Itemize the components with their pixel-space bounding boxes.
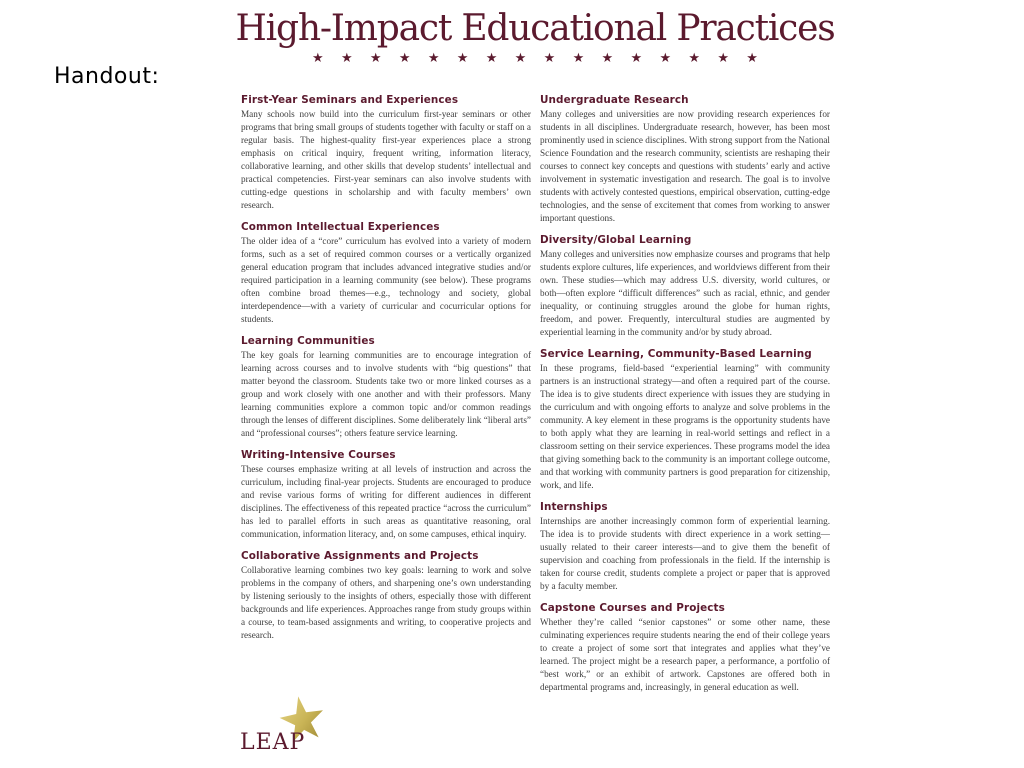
section-body: In these programs, field-based “experiential learning” with community partners is an instructional strategy—and often a required part of the course. The idea is to give students direct experience with issues they are studying in the curriculum and with ongoing efforts to analyze and solve problems in the community. A key element in these programs is the opportunity students have to both apply what they are learning in real-world settings and reflect in a classroom setting on their service experiences. These programs model the idea that giving something back to the community is an important college outcome, and that working with community partners is good preparation for citizenship, work, and life. [540, 363, 830, 490]
right-column [540, 94, 830, 694]
section-body: Whether they’re called “senior capstones” or some other name, these culminating experiences require students nearing the end of their college years to create a project of some sort that integrates and applies what they’ve learned. The project might be a research paper, a performance, a portfolio of “best work,” or an exhibit of artwork. Capstones are offered both in departmental programs and, increasingly, in general education as well. [540, 617, 830, 692]
star-icon: ★ [630, 51, 643, 66]
practice-section [540, 348, 830, 492]
section-heading: Writing-Intensive Courses [241, 449, 396, 461]
leap-logo [238, 694, 330, 760]
practice-section [540, 602, 830, 694]
section-heading: Undergraduate Research [540, 94, 689, 106]
section-heading: Learning Communities [241, 335, 375, 347]
star-icon: ★ [746, 51, 758, 66]
star-icon: ★ [456, 51, 469, 66]
star-icon: ★ [340, 51, 353, 66]
star-icon: ★ [543, 51, 556, 66]
page-title: High-Impact Educational Practices [235, 8, 835, 49]
logo-text: LEAP [240, 730, 306, 755]
practice-section [540, 234, 830, 339]
section-heading: Diversity/Global Learning [540, 234, 692, 246]
practice-section [540, 501, 830, 593]
practice-section [540, 94, 830, 225]
section-body: Many schools now build into the curriculum first-year seminars or other programs that bring small groups of students together with faculty or staff on a regular basis. The highest-quality first-year experiences place a strong emphasis on critical inquiry, frequent writing, information literacy, collaborative learning, and other skills that develop students’ intellectual and practical competencies. First-year seminars can also involve students with cutting-edge questions in scholarship and with faculty members’ own research. [241, 109, 531, 210]
section-heading: Common Intellectual Experiences [241, 221, 440, 233]
star-icon: ★ [572, 51, 585, 66]
star-divider [312, 52, 758, 65]
section-heading: Capstone Courses and Projects [540, 602, 725, 614]
practice-section [241, 221, 531, 326]
star-icon: ★ [688, 51, 701, 66]
left-column [241, 94, 531, 642]
section-heading: First-Year Seminars and Experiences [241, 94, 459, 106]
star-icon: ★ [514, 51, 527, 66]
section-heading: Collaborative Assignments and Projects [241, 550, 479, 562]
star-icon: ★ [485, 51, 498, 66]
star-icon: ★ [601, 51, 614, 66]
practice-section [241, 94, 531, 212]
practice-section [241, 449, 531, 541]
section-body: Collaborative learning combines two key goals: learning to work and solve problems in the company of others, and sharpening one’s own understanding by listening seriously to the insights of others, especially those with different backgrounds and life experiences. Approaches range from study groups within a course, to team-based assignments and writing, to cooperative projects and research. [241, 565, 531, 640]
practice-section [241, 550, 531, 642]
section-body: Internships are another increasingly common form of experiential learning. The idea is to provide students with direct experience in a work setting—usually related to their career interests—and to give them the benefit of supervision and coaching from professionals in the field. If the internship is taken for course credit, students complete a project or paper that is approved by a faculty member. [540, 516, 830, 591]
star-icon: ★ [427, 51, 440, 66]
star-icon: ★ [659, 51, 672, 66]
star-icon: ★ [369, 51, 382, 66]
slide-label: Handout: [54, 64, 160, 89]
section-heading: Service Learning, Community-Based Learning [540, 348, 812, 360]
section-body: Many colleges and universities are now providing research experiences for students in all disciplines. Undergraduate research, however, has been most prominently used in science disciplines. With strong support from the National Science Foundation and the research community, scientists are reshaping their courses to connect key concepts and questions with students’ early and active involvement in systematic investigation and research. The goal is to involve students with actively contested questions, empirical observation, cutting-edge technologies, and the sense of excitement that comes from working to answer important questions. [540, 109, 830, 223]
star-icon: ★ [717, 51, 729, 66]
section-body: These courses emphasize writing at all levels of instruction and across the curriculum, including final-year projects. Students are encouraged to produce and revise various forms of writing for different audiences in different disciplines. The effectiveness of this repeated practice “across the curriculum” has led to parallel efforts in such areas as quantitative reasoning, oral communication, information literacy, and, on some campuses, ethical inquiry. [241, 464, 531, 539]
section-body: The key goals for learning communities are to encourage integration of learning across courses and to involve students with “big questions” that matter beyond the classroom. Students take two or more linked courses as a group and work closely with one another and with their professors. Many learning communities explore a common topic and/or common readings through the lenses of different disciplines. Some deliberately link “liberal arts” and “professional courses”; others feature service learning. [241, 350, 531, 438]
star-icon: ★ [312, 51, 324, 66]
section-body: Many colleges and universities now emphasize courses and programs that help students explore cultures, life experiences, and worldviews different from their own. These studies—which may address U.S. diversity, world cultures, or both—often explore “difficult differences” such as racial, ethnic, and gender inequality, or continuing struggles around the globe for human rights, freedom, and power. Frequently, intercultural studies are augmented by experiential learning in the community and/or by study abroad. [540, 249, 830, 337]
star-icon: ★ [398, 51, 411, 66]
section-body: The older idea of a “core” curriculum has evolved into a variety of modern forms, such as a set of required common courses or a vertically organized general education program that includes advanced integrative studies and/or required participation in a learning community (see below). These programs often combine broad themes—e.g., technology and society, global interdependence—with a variety of curricular and cocurricular options for students. [241, 236, 531, 324]
section-heading: Internships [540, 501, 608, 513]
practice-section [241, 335, 531, 440]
